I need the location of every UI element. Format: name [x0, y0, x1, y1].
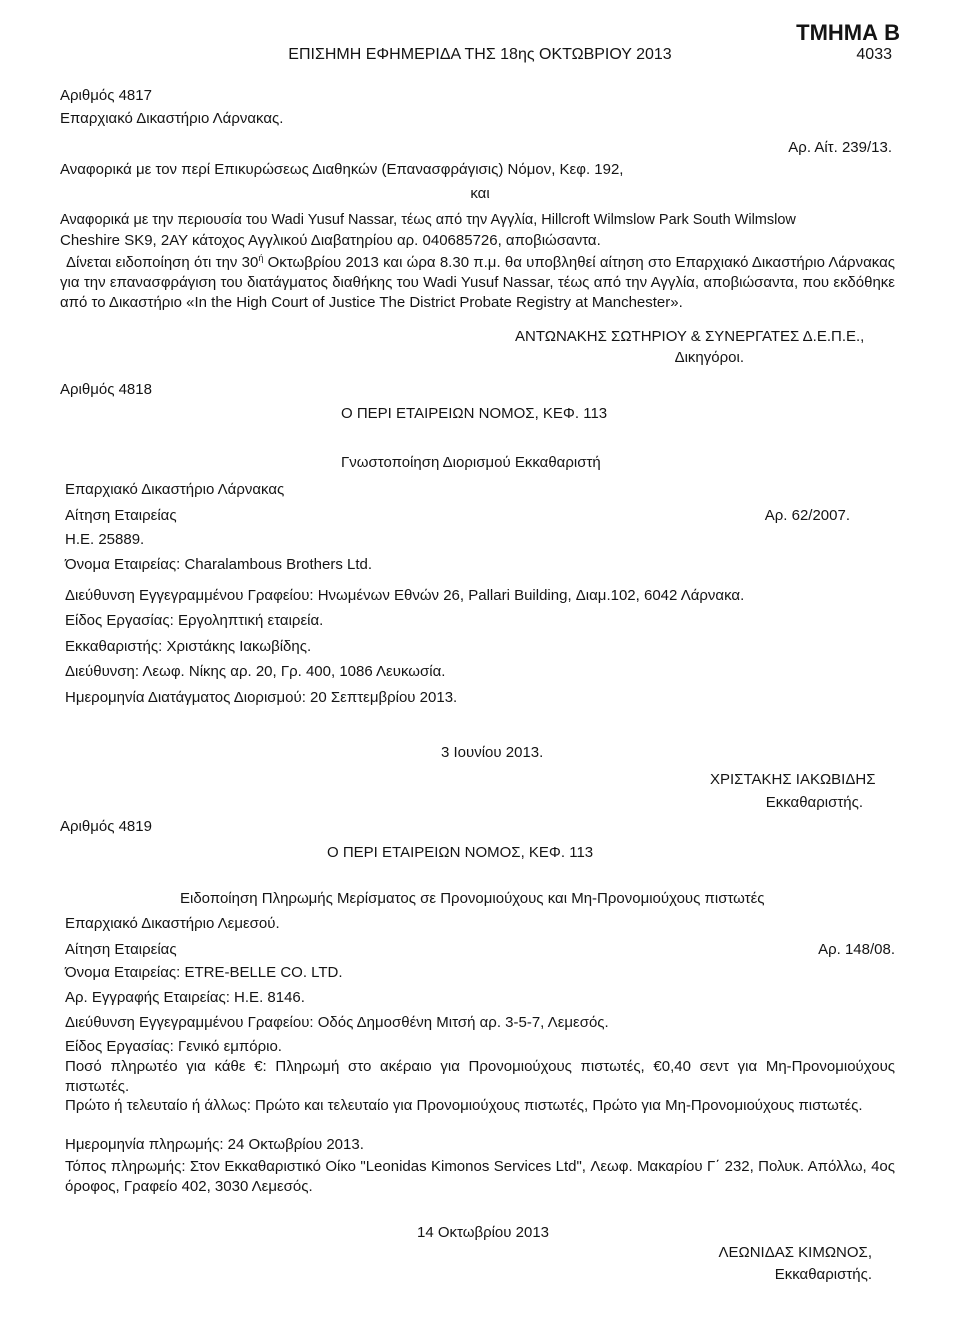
application-label: Αίτηση Εταιρείας: [65, 941, 177, 958]
notice-number: Αριθμός 4817: [60, 87, 152, 104]
business-type: Είδος Εργασίας: Εργοληπτική εταιρεία.: [65, 612, 324, 629]
notice-number: Αριθμός 4818: [60, 381, 152, 398]
notice-number: Αριθμός 4819: [60, 818, 152, 835]
liquidator-address: Διεύθυνση: Λεωφ. Νίκης αρ. 20, Γρ. 400, 1086 Λευκωσία.: [65, 663, 446, 680]
ordinal-suffix: ή: [258, 253, 264, 263]
payment-date: Ημερομηνία πληρωμής: 24 Οκτωβρίου 2013.: [65, 1136, 364, 1153]
order-date: Ημερομηνία Διατάγματος Διορισμού: 20 Σεπτεμβρίου 2013.: [65, 689, 458, 706]
payment-amount: Ποσό πληρωτέο για κάθε €: Πληρωμή στο ακέραιο για Προνομιούχους πιστωτές, €0,40 σεντ για Μη-Προνομιούχους πιστωτές.: [65, 1058, 895, 1095]
estate-line-2: Cheshire SK9, 2AY κάτοχος Αγγλικού Διαβατηρίου αρ. 040685726, αποβιώσαντα.: [60, 232, 601, 249]
advocates-name: ΑΝΤΩΝΑΚΗΣ ΣΩΤΗΡΙΟΥ & ΣΥΝΕΡΓΑΤΕΣ Δ.Ε.Π.Ε.,: [515, 328, 865, 345]
notice-body-start: Δίνεται ειδοποίηση ότι την 30: [66, 254, 259, 271]
registration-number: Αρ. Εγγραφής Εταιρείας: Η.Ε. 8146.: [65, 989, 305, 1006]
liquidator: Εκκαθαριστής: Χριστάκης Ιακωβίδης.: [65, 638, 312, 655]
application-label: Αίτηση Εταιρείας: [65, 507, 177, 524]
court-name: Επαρχιακό Δικαστήριο Λάρνακας.: [60, 110, 284, 127]
company-name: Όνομα Εταιρείας: ETRE-BELLE CO. LTD.: [65, 964, 343, 981]
gazette-title: ΕΠΙΣΗΜΗ ΕΦΗΜΕΡΙΔΑ ΤΗΣ 18ης ΟΚΤΩΒΡΙΟΥ 2013: [288, 46, 672, 63]
notice-date: 14 Οκτωβρίου 2013: [417, 1224, 550, 1241]
estate-line-1: Αναφορικά με την περιουσία του Wadi Yusuf Nassar, τέως από την Αγγλία, Hillcroft Wilmslow Park South Wilmslow: [60, 212, 796, 228]
case-number: Αρ. Αίτ. 239/13.: [788, 139, 892, 156]
registration-number: Η.Ε. 25889.: [65, 531, 145, 548]
law-title: Ο ΠΕΡΙ ΕΤΑΙΡΕΙΩΝ ΝΟΜΟΣ, ΚΕΦ. 113: [341, 405, 608, 422]
law-reference: Αναφορικά με τον περί Επικυρώσεως Διαθηκών (Επανασφράγισις) Νόμον, Κεφ. 192,: [60, 161, 624, 178]
liquidator-role: Εκκαθαριστής.: [774, 1266, 872, 1283]
law-title: Ο ΠΕΡΙ ΕΤΑΙΡΕΙΩΝ ΝΟΜΟΣ, ΚΕΦ. 113: [327, 844, 594, 861]
registered-office: Διεύθυνση Εγγεγραμμένου Γραφείου: Ηνωμένων Εθνών 26, Pallari Building, Διαμ.102, 6042 Λάρνακα.: [65, 587, 745, 604]
court-name: Επαρχιακό Δικαστήριο Λάρνακας: [65, 481, 285, 498]
liquidator-signature: ΛΕΩΝΙΔΑΣ ΚΙΜΩΝΟΣ,: [718, 1244, 872, 1261]
notice-body: [60, 253, 895, 313]
registered-office: Διεύθυνση Εγγεγραμμένου Γραφείου: Οδός Δημοσθένη Μιτσή αρ. 3-5-7, Λεμεσός.: [65, 1014, 609, 1031]
notice-title: Γνωστοποίηση Διορισμού Εκκαθαριστή: [341, 454, 601, 471]
court-name: Επαρχιακό Δικαστήριο Λεμεσού.: [65, 915, 280, 932]
liquidator-signature: ΧΡΙΣΤΑΚΗΣ ΙΑΚΩΒΙΔΗΣ: [710, 771, 876, 788]
notice-body-rest: Οκτωβρίου 2013 και ώρα 8.30 π.μ. θα υποβληθεί αίτηση στο Επαρχιακό Δικαστήριο Λάρνακας για την επανασφράγιση του διατάγματος διαθήκης του Wadi Yusuf Nassar, τέως από την Αγγλία, αποβιώσαντα, που εκδόθηκε από το Δικαστήριο «In the High Court of Justice The District Probate Registry at Manchester».: [60, 254, 895, 311]
application-number: Αρ. 148/08.: [818, 941, 895, 958]
section-label: ΤΜΗΜΑ Β: [796, 20, 900, 45]
notice-title: Ειδοποίηση Πληρωμής Μερίσματος σε Προνομιούχους και Μη-Προνομιούχους πιστωτές: [180, 890, 765, 907]
business-type: Είδος Εργασίας: Γενικό εμπόριο.: [65, 1038, 282, 1055]
liquidator-role: Εκκαθαριστής.: [765, 794, 863, 811]
conjunction: και: [470, 185, 490, 202]
page-number: 4033: [856, 46, 892, 63]
notice-date: 3 Ιουνίου 2013.: [441, 744, 544, 761]
payment-place: Τόπος πληρωμής: Στον Εκκαθαριστικό Οίκο "Leonidas Kimonos Services Ltd", Λεωφ. Μακαρίου Γ΄ 232, Πολυκ. Απόλλω, 4ος όροφος, Γραφείο 402, 3030 Λεμεσός.: [65, 1158, 895, 1195]
payment-order: Πρώτο ή τελευταίο ή άλλως: Πρώτο και τελευταίο για Προνομιούχους πιστωτές, Πρώτο για Μη-Προνομιούχους πιστωτές.: [65, 1097, 863, 1114]
application-number: Αρ. 62/2007.: [764, 507, 850, 524]
company-name: Όνομα Εταιρείας: Charalambous Brothers Ltd.: [65, 556, 373, 573]
advocates-role: Δικηγόροι.: [674, 349, 744, 366]
